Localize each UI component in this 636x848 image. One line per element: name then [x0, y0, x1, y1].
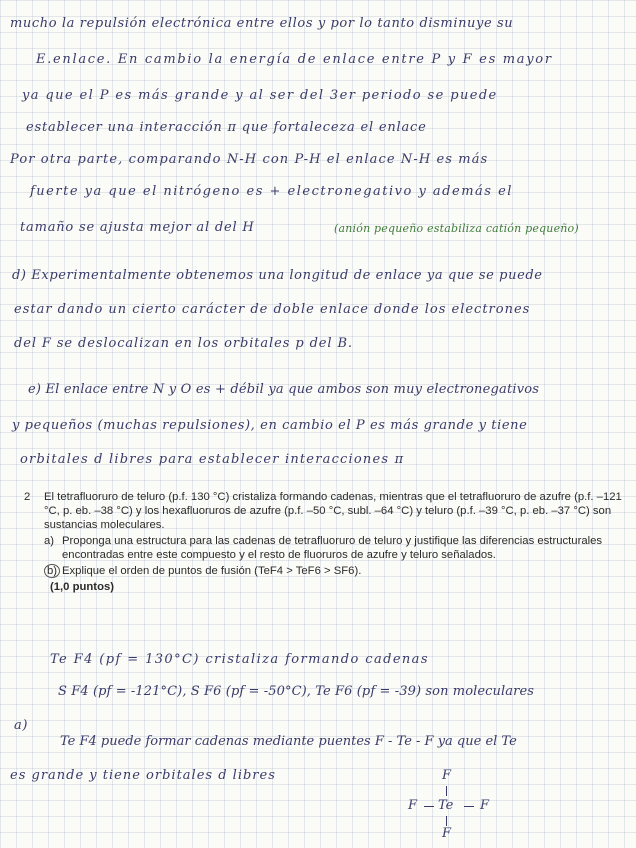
handwritten-note: (anión pequeño estabiliza catión pequeño) [334, 222, 579, 235]
handwritten-line: ya que el P es más grande y al ser del 3er periodo se puede [22, 88, 498, 103]
handwritten-line: Por otra parte, comparando N-H con P-H el enlace N-H es más [10, 152, 489, 167]
handwritten-line: tamaño se ajusta mejor al del H [20, 220, 255, 235]
bond-left [424, 806, 434, 807]
question-part-a [44, 534, 624, 562]
bond-bottom [446, 816, 447, 826]
part-text: Proponga una estructura para las cadenas de tetrafluoruro de teluro y justifique las diferencias estructurales encontradas entre este compuesto y el resto de fluoruros de azufre y teluro señalados. [62, 535, 603, 561]
tef4-structure [406, 764, 516, 848]
answer-e-line: e) El enlace entre N y O es + débil ya que ambos son muy electronegativos [28, 382, 540, 397]
handwritten-line: E.enlace. En cambio la energía de enlace entre P y F es mayor [36, 52, 553, 67]
answer-line: S F4 (pf = -121°C), S F6 (pf = -50°C), Te F6 (pf = -39) son moleculares [58, 684, 535, 699]
answer-d-line: estar dando un cierto carácter de doble enlace donde los electrones [14, 302, 531, 317]
fluorine-atom-top: F [442, 768, 452, 783]
part-label: b) [44, 564, 60, 578]
answer-a-label: a) [14, 718, 29, 733]
fluorine-atom-left: F [408, 798, 418, 813]
part-text: Explique el orden de puntos de fusión (TeF4 > TeF6 > SF6). [62, 565, 362, 577]
fluorine-atom-right: F [480, 798, 490, 813]
exam-question [24, 490, 624, 594]
answer-d-line: d) Experimentalmente obtenemos una longitud de enlace ya que se puede [12, 268, 543, 283]
answer-e-line: orbitales d libres para establecer interacciones π [20, 452, 405, 467]
answer-e-line: y pequeños (muchas repulsiones), en cambio el P es más grande y tiene [12, 418, 528, 433]
tellurium-atom: Te [438, 798, 454, 813]
answer-d-line: del F se deslocalizan en los orbitales p del B. [14, 336, 353, 351]
question-part-b [44, 564, 624, 578]
fluorine-atom-bottom: F [442, 826, 452, 841]
handwritten-line: establecer una interacción π que fortaleceza el enlace [26, 120, 427, 135]
part-label: a) [44, 535, 55, 547]
answer-line: es grande y tiene orbitales d libres [10, 768, 276, 783]
answer-line: Te F4 puede formar cadenas mediante puentes F - Te - F ya que el Te [60, 734, 517, 749]
question-number: 2 [24, 491, 31, 503]
handwritten-line: fuerte ya que el nitrógeno es + electronegativo y además el [30, 184, 513, 199]
handwritten-line: mucho la repulsión electrónica entre ellos y por lo tanto disminuye su [10, 16, 514, 31]
answer-line: Te F4 (pf = 130°C) cristaliza formando cadenas [50, 652, 429, 667]
question-text: El tetrafluoruro de teluro (p.f. 130 °C) cristaliza formando cadenas, mientras que el tetrafluoruro de azufre (p.f. –121 °C, p. eb. –38 °C) y los hexafluoruros de azufre (p.f. –50 °C, subl. –64 °C) y teluro (p.f. –39 °C, p. eb. –37 °C) son sustancias moleculares. [44, 491, 622, 531]
bond-right [464, 806, 474, 807]
question-points: (1,0 puntos) [50, 581, 115, 593]
bond-top [446, 786, 447, 796]
